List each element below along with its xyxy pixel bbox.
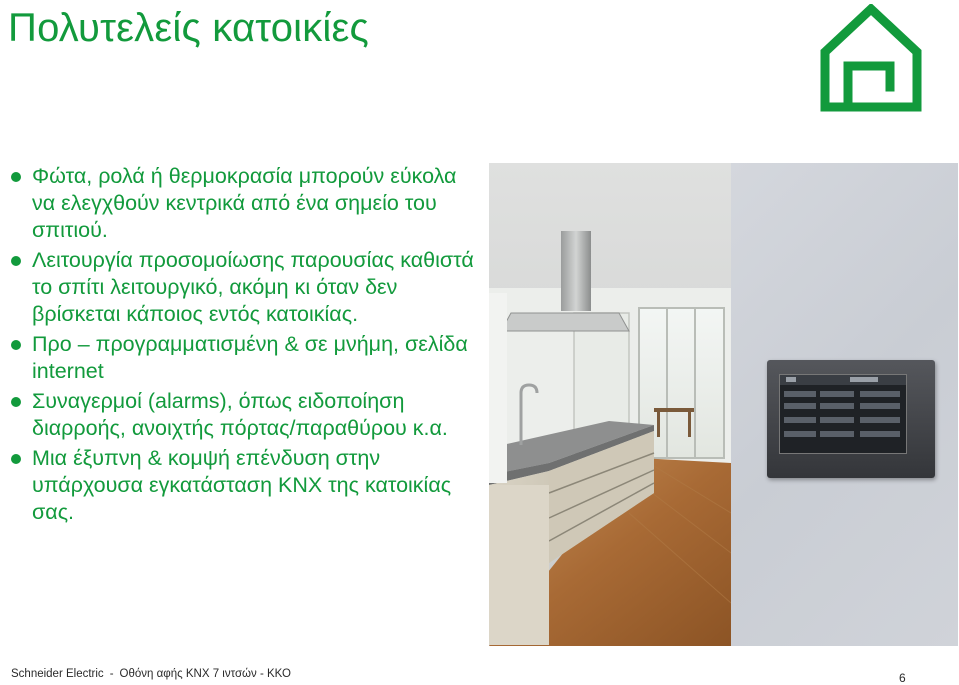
house-logo-icon: [818, 4, 924, 112]
kitchen-illustration: [489, 163, 731, 646]
bullet-text: Μια έξυπνη & κομψή επένδυση στην υπάρχουσα εγκατάσταση ΚΝΧ της κατοικίας σας.: [32, 446, 452, 524]
bullet-item: [10, 247, 480, 328]
footer-company: Schneider Electric: [11, 668, 104, 680]
footer-subject: Οθόνη αφής ΚΝΧ 7 ιντσών - ΚΚΟ: [119, 668, 291, 680]
bullet-dot-icon: [11, 172, 21, 182]
bullet-item: [10, 163, 480, 244]
bullet-text: Φώτα, ρολά ή θερμοκρασία μπορούν εύκολα να ελεγχθούν κεντρικά από ένα σημείο του σπιτιού.: [32, 164, 457, 242]
touch-panel-device: [767, 360, 935, 478]
bullet-item: [10, 445, 480, 526]
wall-photo: [731, 163, 958, 646]
bullet-dot-icon: [11, 397, 21, 407]
slide-title: Πολυτελείς κατοικίες: [8, 6, 370, 50]
touch-panel-screen-graphic: [780, 375, 906, 453]
bullet-dot-icon: [11, 256, 21, 266]
page-number: 6: [899, 671, 906, 685]
touch-panel-screen: [779, 374, 907, 454]
kitchen-photo: [489, 163, 731, 646]
bullet-text: Λειτουργία προσομοίωσης παρουσίας καθιστά το σπίτι λειτουργικό, ακόμη κι όταν δεν βρίσκεται κάποιος εντός κατοικίας.: [32, 248, 474, 326]
bullet-list: [10, 163, 480, 529]
bullet-item: [10, 331, 480, 385]
bullet-dot-icon: [11, 454, 21, 464]
bullet-dot-icon: [11, 340, 21, 350]
bullet-text: Προ – προγραμματισμένη & σε μνήμη, σελίδα internet: [32, 332, 468, 383]
slide-footer: [11, 668, 291, 680]
bullet-text: Συναγερμοί (alarms), όπως ειδοποίηση διαρροής, ανοιχτής πόρτας/παραθύρου κ.α.: [32, 389, 448, 440]
footer-separator: -: [109, 668, 114, 680]
bullet-item: [10, 388, 480, 442]
